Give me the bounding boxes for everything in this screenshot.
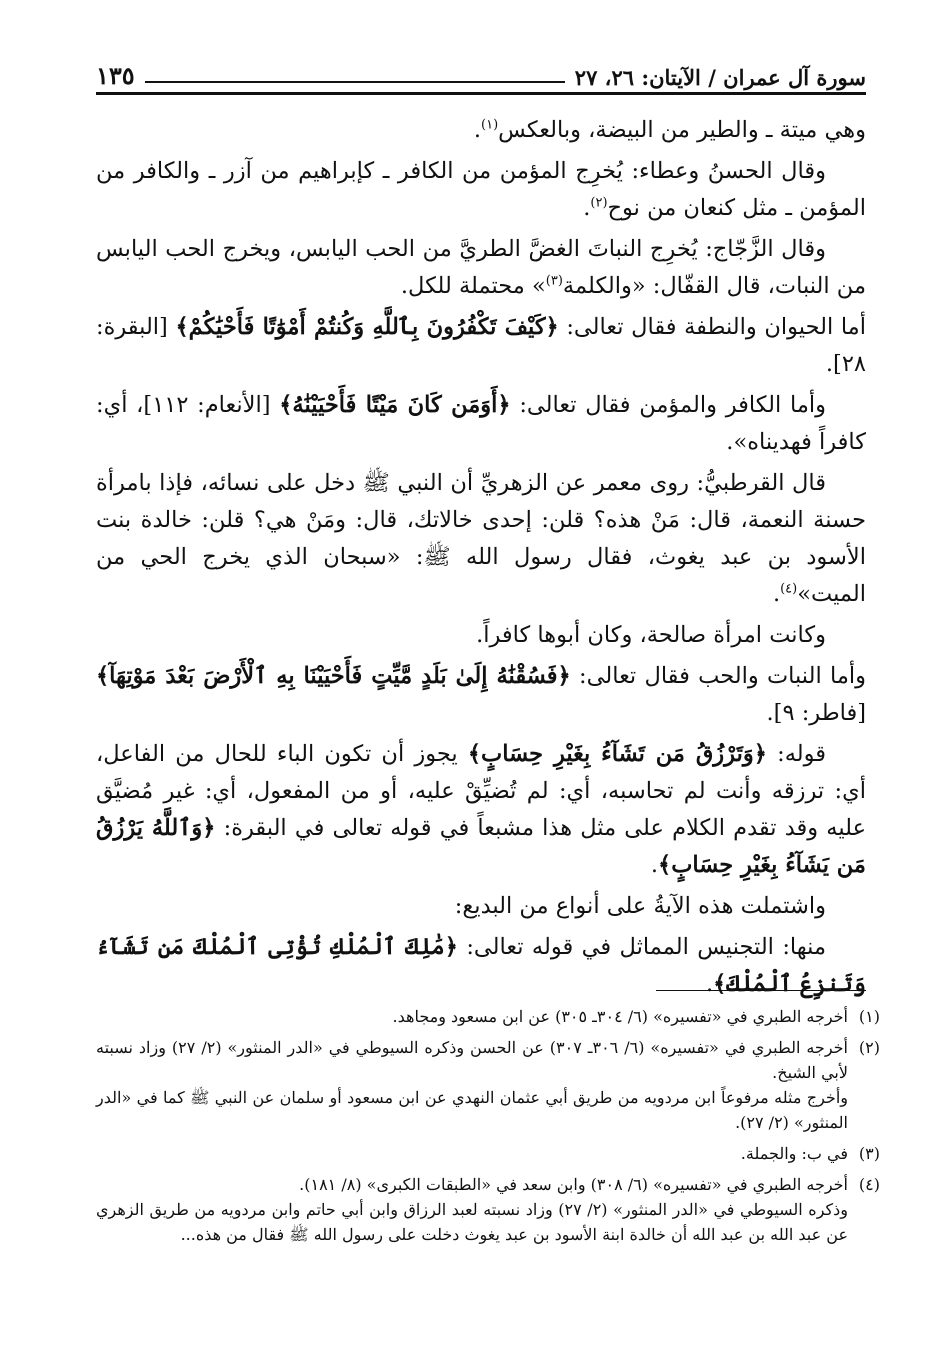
quran-verse: ﴿أَوَمَن كَانَ مَيْتًا فَأَحْيَيْنَٰهُ﴾ xyxy=(279,392,511,418)
paragraph-11: منها: التجنيس المماثل في قوله تعالى: ﴿مَٰلِكَ ٱلْمُلْكِ تُؤْتِى ٱلْمُلْكَ مَن تَشَآءُ وَتَنزِعُ ٱلْمُلْكَ﴾. xyxy=(96,934,866,997)
paragraph-5: وأما الكافر والمؤمن فقال تعالى: ﴿أَوَمَن كَانَ مَيْتًا فَأَحْيَيْنَٰهُ﴾ [الأنعام: ١١٢]، أي: كافراً فهديناه». xyxy=(96,392,866,455)
footnote-3 xyxy=(96,1141,880,1166)
footnote-number: (٣) xyxy=(858,1144,880,1163)
paragraph-8: وأما النبات والحب فقال تعالى: ﴿فَسُقْنَٰهُ إِلَىٰ بَلَدٍ مَّيِّتٍ فَأَحْيَيْنَا بِهِ ٱلْأَرْضَ بَعْدَ مَوْتِهَآ﴾ [فاطر: ٩]. xyxy=(96,663,867,726)
paragraph-1: وهي ميتة ـ والطير من البيضة، وبالعكس$^{(١)}$. xyxy=(473,117,866,143)
footnote-ref-4[interactable]: (٤) xyxy=(780,581,798,597)
paragraph-6: قال القرطبيُّ: روى معمر عن الزهريِّ أن النبي ﷺ دخل على نسائه، فإذا بامرأة حسنة النعمة، قال: مَنْ هذه؟ قلن: إحدى خالاتك، قال: ومَنْ هي؟ قلن: خالدة بنت الأسود بن عبد يغوث، فقال رسول الله ﷺ: «سبحان الذي يخرج الحي من الميت»$^{(٤)}$. xyxy=(96,470,866,607)
verse-citation: [فاطر: ٩]. xyxy=(766,700,866,726)
footnote-ref-2[interactable]: (٢) xyxy=(590,195,608,211)
paragraph-7: وكانت امرأة صالحة، وكان أبوها كافراً. xyxy=(476,622,826,648)
footnote-2 xyxy=(96,1035,880,1135)
verse-citation: [البقرة: ٢٨]. xyxy=(96,314,866,377)
page-header xyxy=(96,52,866,90)
header-leader-line xyxy=(145,81,565,83)
footnote-line: وأخرج مثله مرفوعاً ابن مردويه من طريق أبي عثمان النهدي عن ابن مسعود أو سلمان عن النبي ﷺ كما في «الدر المنثور» (٢/ ٢٧). xyxy=(96,1088,848,1132)
main-text xyxy=(96,112,866,1007)
quran-verse: ﴿وَٱللَّهُ يَرْزُقُ مَن يَشَآءُ بِغَيْرِ حِسَابٍ﴾ xyxy=(96,815,866,878)
footnote-line: في ب: والجملة. xyxy=(740,1144,848,1163)
paragraph-9: قوله: ﴿وَتَرْزُقُ مَن تَشَآءُ بِغَيْرِ حِسَابٍ﴾ يجوز أن تكون الباء للحال من الفاعل، أي: ترزقه وأنت لم تحاسبه، أي: لم تُضيِّقْ عليه، أو من المفعول، أي: غير مُضيَّق عليه وقد تقدم الكلام على مثل هذا مشبعاً في قوله تعالى في البقرة: ﴿وَٱللَّهُ يَرْزُقُ مَن يَشَآءُ بِغَيْرِ حِسَابٍ﴾. xyxy=(96,741,867,878)
footnote-1 xyxy=(96,1004,880,1029)
footnote-number: (٤) xyxy=(858,1175,880,1194)
paragraph-4: أما الحيوان والنطفة فقال تعالى: ﴿كَيْفَ تَكْفُرُونَ بِٱللَّهِ وَكُنتُمْ أَمْوَٰتًا فَأَحْيَٰكُمْ﴾ [البقرة: ٢٨]. xyxy=(96,314,866,377)
paragraph-3: وقال الزَّجّاج: يُخرِج النباتَ الغضَّ الطريَّ من الحب اليابس، ويخرج الحب اليابس من النبات، قال القفّال: «والكلمة$^{(٣)}$» محتملة للكل. xyxy=(96,236,866,299)
quran-verse: ﴿كَيْفَ تَكْفُرُونَ بِٱللَّهِ وَكُنتُمْ أَمْوَٰتًا فَأَحْيَٰكُمْ﴾ xyxy=(175,314,559,340)
paragraph-10: واشتملت هذه الآيةُ على أنواع من البديع: xyxy=(454,893,826,919)
footnote-4 xyxy=(96,1172,880,1247)
footnote-ref-3[interactable]: (٣) xyxy=(545,273,563,289)
footnote-line: أخرجه الطبري في «تفسيره» (٦/ ٣٠٨) وابن سعد في «الطبقات الكبرى» (٨/ ١٨١). xyxy=(299,1175,848,1194)
footnote-separator xyxy=(656,990,866,991)
footnote-number: (١) xyxy=(858,1007,880,1026)
footnote-line: أخرجه الطبري في «تفسيره» (٦/ ٣٠٤ـ ٣٠٥) عن ابن مسعود ومجاهد. xyxy=(392,1007,848,1026)
header-rule xyxy=(96,92,866,95)
running-title: سورة آل عمران / الآيتان: ٢٦، ٢٧ xyxy=(574,65,866,90)
footnote-line: وذكره السيوطي في «الدر المنثور» (٢/ ٢٧) وزاد نسبته لعبد الرزاق وابن أبي حاتم وابن مردويه من طريق الزهري عن عبد الله بن عبد الله أن خالدة ابنة الأسود بن عبد يغوث دخلت على رسول الله ﷺ فقال من هذه... xyxy=(96,1200,848,1244)
footnote-ref-1[interactable]: (١) xyxy=(481,117,499,133)
footnote-line: أخرجه الطبري في «تفسيره» (٦/ ٣٠٦ـ ٣٠٧) عن الحسن وذكره السيوطي في «الدر المنثور» (٢/ ٢٧) وزاد نسبته لأبي الشيخ. xyxy=(96,1038,848,1082)
footnote-number: (٢) xyxy=(858,1038,880,1057)
paragraph-2: وقال الحسنُ وعطاء: يُخرِج المؤمن من الكافر ـ كإبراهيم من آزر ـ والكافر من المؤمن ـ مثل كنعان من نوح$^{(٢)}$. xyxy=(96,158,866,221)
quran-verse: ﴿وَتَرْزُقُ مَن تَشَآءُ بِغَيْرِ حِسَابٍ﴾ xyxy=(467,741,767,767)
footnotes xyxy=(96,1004,880,1253)
page-number: ١٣٥ xyxy=(96,61,135,90)
quran-verse: ﴿مَٰلِكَ ٱلْمُلْكِ تُؤْتِى ٱلْمُلْكَ مَن تَشَآءُ وَتَنزِعُ ٱلْمُلْكَ﴾ xyxy=(96,934,866,997)
quran-verse: ﴿فَسُقْنَٰهُ إِلَىٰ بَلَدٍ مَّيِّتٍ فَأَحْيَيْنَا بِهِ ٱلْأَرْضَ بَعْدَ مَوْتِهَآ﴾ xyxy=(96,663,571,689)
verse-citation: [الأنعام: ١١٢]، أي: كافراً فهديناه». xyxy=(96,392,866,455)
